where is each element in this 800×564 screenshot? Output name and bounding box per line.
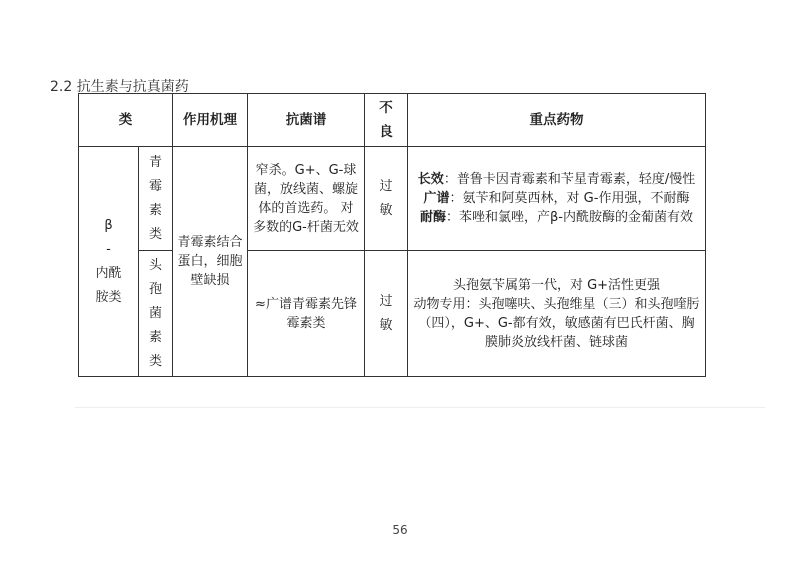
subclass-cell: 头孢菌素类 [139, 251, 173, 377]
enzyme-resistant-label: 耐酶 [419, 210, 446, 225]
header-key-drugs: 重点药物 [408, 94, 706, 147]
adverse-cell: 过敏 [365, 147, 408, 251]
subclass-cell: 青霉素类 [139, 147, 173, 251]
header-spectrum: 抗菌谱 [248, 94, 365, 147]
section-title: 2.2 抗生素与抗真菌药 [50, 79, 189, 95]
header-mechanism: 作用机理 [173, 94, 248, 147]
table-header-row [79, 94, 706, 147]
table-row [79, 147, 706, 251]
antibiotic-table [78, 93, 706, 377]
adverse-cell: 过敏 [365, 251, 408, 377]
header-class: 类 [79, 94, 173, 147]
long-acting-label: 长效 [417, 172, 444, 187]
spectrum-cell: 窄杀。G+、G-球菌，放线菌、螺旋体的首选药。 对多数的G-杆菌无效 [248, 147, 365, 251]
divider [75, 407, 765, 408]
group-name-cell: β - 内酰 胺类 [79, 147, 139, 377]
key-drugs-cell: 长效：普鲁卡因青霉素和苄星青霉素，轻度/慢性广谱：氨苄和阿莫西林，对 G-作用强，不耐酶 耐酶：苯唑和氯唑，产β-内酰胺酶的金葡菌有效 [408, 147, 706, 251]
broad-spectrum-label: 广谱 [423, 191, 450, 206]
header-adverse: 不良 [365, 94, 408, 147]
page-number: 56 [392, 523, 408, 537]
key-drugs-cell: 头孢氨苄属第一代，对 G+活性更强 动物专用：头孢噻呋、头孢维星（三）和头孢喹肟（四），G+、G-都有效，敏感菌有巴氏杆菌、胸膜肺炎放线杆菌、链球菌 [408, 251, 706, 377]
mechanism-cell: 青霉素结合蛋白，细胞壁缺损 [173, 147, 248, 377]
spectrum-cell: ≈广谱青霉素先锋霉素类 [248, 251, 365, 377]
